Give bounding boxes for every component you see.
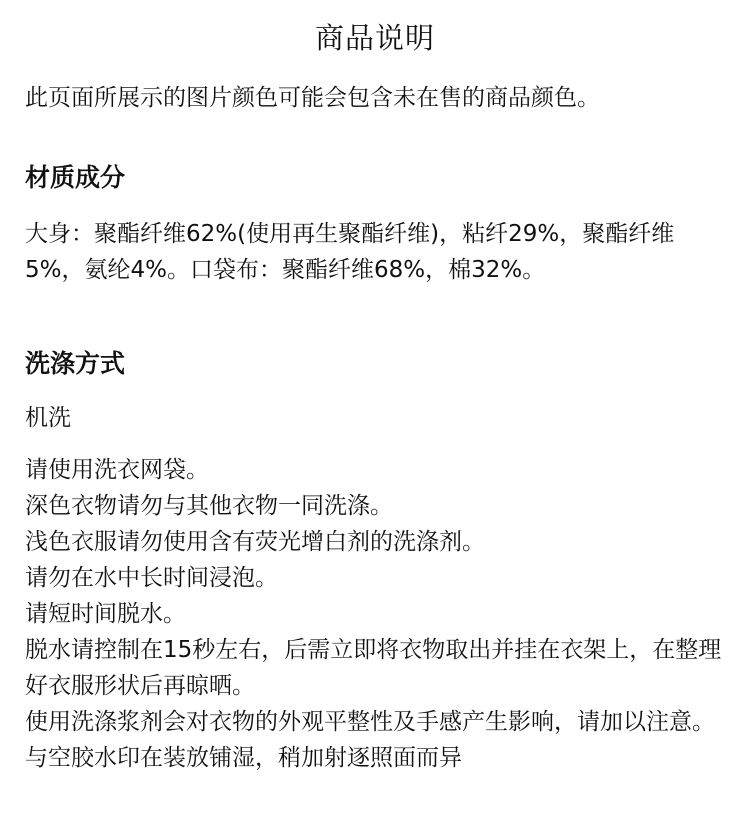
- washing-instruction: 浅色衣服请勿使用含有荧光增白剂的洗涤剂。: [25, 529, 485, 555]
- material-composition: 大身：聚酯纤维62%(使用再生聚酯纤维)，粘纤29%，聚酯纤维5%，氨纶4%。口袋布：聚酯纤维68%，棉32%。: [25, 221, 675, 283]
- washing-instruction: 深色衣物请勿与其他衣物一同洗涤。: [25, 493, 393, 519]
- page-title: 商品说明: [314, 21, 435, 55]
- washing-instructions-list: [25, 452, 735, 776]
- washing-instruction: 请使用洗衣网袋。: [25, 457, 209, 483]
- washing-instruction: 与空胶水印在装放铺湿，稍加射逐照面而异: [25, 745, 462, 771]
- material-heading: 材质成分: [25, 163, 126, 192]
- washing-method: 机洗: [25, 405, 71, 431]
- color-disclaimer: 此页面所展示的图片颜色可能会包含未在售的商品颜色。: [25, 85, 600, 111]
- washing-instruction: 请短时间脱水。: [25, 601, 186, 627]
- washing-instruction: 请勿在水中长时间浸泡。: [25, 565, 278, 591]
- washing-instruction: 使用洗涤浆剂会对衣物的外观平整性及手感产生影响，请加以注意。: [25, 709, 715, 735]
- washing-heading: 洗涤方式: [25, 349, 126, 378]
- washing-instruction: 脱水请控制在15秒左右，后需立即将衣物取出并挂在衣架上，在整理好衣服形状后再晾晒。: [25, 637, 722, 699]
